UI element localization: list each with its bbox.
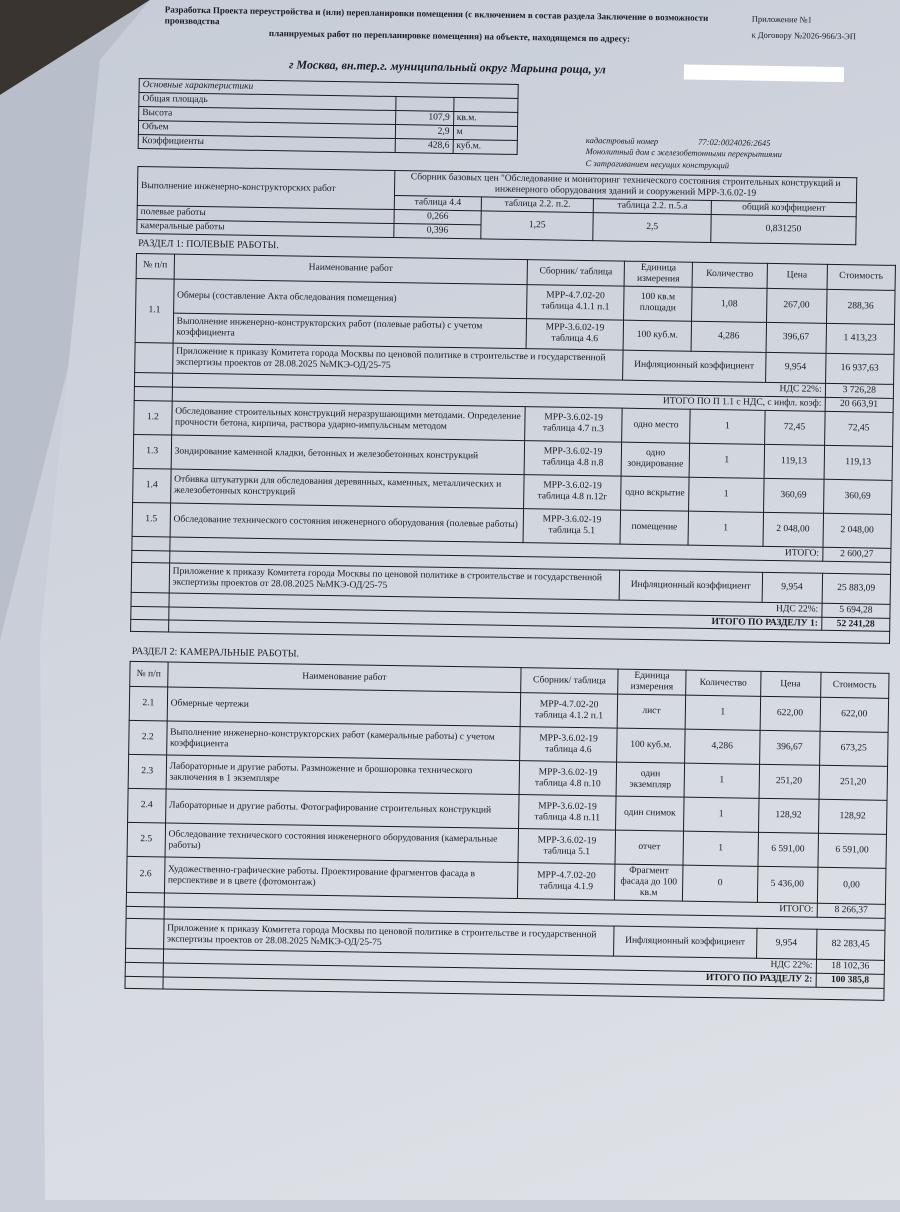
work-name: Выполнение инженерно-конструкторских работ (полевые работы) с учетом коэффициента bbox=[173, 313, 527, 349]
unit: один снимок bbox=[615, 796, 684, 831]
row-number: 1.1 bbox=[135, 278, 174, 343]
collection-ref: МРР-3.6.02-19 таблица 4.8 п.10 bbox=[519, 761, 616, 797]
row-number: 2.3 bbox=[128, 755, 166, 790]
cost: 6 591,00 bbox=[818, 834, 887, 869]
section-total-row-label: ИТОГО ПО РАЗДЕЛУ 1: bbox=[168, 607, 821, 631]
col-cost: Стоимость bbox=[820, 673, 889, 699]
cost: 288,36 bbox=[826, 289, 895, 324]
cadastral-value: 77:02:0024026:2645 bbox=[698, 136, 771, 148]
field-t44: 0,266 bbox=[394, 210, 481, 225]
field-label: полевые работы bbox=[137, 206, 394, 224]
house-type: Монолитный дом с железобетонными перекрытиями bbox=[585, 146, 782, 160]
col-t22p5: таблица 2.2. п.5.а bbox=[594, 199, 712, 215]
address: г Москва, вн.тер.г. муниципальный округ Марьина роща, ул bbox=[288, 57, 606, 77]
collection-ref: МРР-4.7.02-20 таблица 4.1.1 п.1 bbox=[527, 284, 624, 320]
price: 396,67 bbox=[766, 322, 827, 353]
collection-ref: МРР-4.7.02-20 таблица 4.1.9 bbox=[518, 863, 615, 900]
structures-note: С затрагиванием несущих конструкций bbox=[585, 157, 730, 171]
v-t22p5: 2,5 bbox=[593, 213, 711, 243]
char-label: Высота bbox=[139, 106, 396, 124]
subtotal-row-value: 2 600,27 bbox=[822, 547, 891, 562]
price: 251,20 bbox=[759, 765, 820, 800]
unit: одно вскрытие bbox=[621, 476, 690, 511]
design-label: Выполнение инженерно-конструкторских работ bbox=[137, 167, 395, 210]
area-unit: кв.м. bbox=[453, 111, 518, 126]
cost: 128,92 bbox=[818, 800, 887, 835]
volume-unit: куб.м. bbox=[453, 139, 518, 154]
work-name: Обследование технического состояния инженерного оборудования (полевые работы) bbox=[170, 503, 524, 543]
cost: 0,00 bbox=[817, 868, 886, 905]
unit: 100 куб.м. bbox=[617, 728, 686, 763]
quantity: 1 bbox=[689, 477, 764, 512]
col-price: Цена bbox=[760, 672, 820, 698]
work-name: Отбивка штукатурки для обследования деревянных, каменных, металлических и железобетонных конструкций bbox=[170, 469, 524, 509]
section2-table bbox=[124, 661, 889, 1000]
price: 119,13 bbox=[764, 444, 825, 479]
unit: Фрагмент фасада до 100 кв.м bbox=[614, 864, 683, 901]
quantity: 1,08 bbox=[692, 287, 767, 322]
contract-label: к Договору №2026-966/3-ЭП bbox=[751, 29, 857, 42]
col-unit: Единица измерения bbox=[624, 261, 693, 287]
col-name: Наименование работ bbox=[174, 254, 528, 284]
document-title-line1: Разработка Проекта переустройства и (или) перепланировки помещения (с включением в состав раздела Заключение о возможности производства bbox=[164, 4, 709, 27]
quantity: 1 bbox=[684, 763, 759, 798]
collection-ref: МРР-3.6.02-19 таблица 5.1 bbox=[523, 508, 620, 544]
quantity: 1 bbox=[685, 695, 760, 730]
price: 5 436,00 bbox=[757, 867, 818, 904]
inflation-label: Инфляционный коэффициент bbox=[619, 570, 762, 602]
price: 128,92 bbox=[758, 799, 819, 834]
work-name: Лабораторные и другие работы. Размножение и брошюровка технического заключения в 1 экземпляре bbox=[166, 755, 520, 795]
work-name: Обмеры (составление Акта обследования помещения) bbox=[173, 279, 527, 319]
col-num: № п/п bbox=[130, 662, 168, 687]
subtotal-row-label: ИТОГО: bbox=[164, 893, 817, 917]
inflation-label: Инфляционный коэффициент bbox=[614, 926, 757, 958]
char-label: Объем bbox=[138, 120, 395, 138]
characteristics-table bbox=[138, 78, 519, 155]
price: 360,69 bbox=[763, 478, 824, 513]
char-label: Общая площадь bbox=[139, 92, 396, 110]
col-t22p2: таблица 2.2. п.2. bbox=[481, 197, 593, 213]
quantity: 1 bbox=[684, 797, 759, 832]
cost: 1 413,23 bbox=[826, 323, 895, 354]
item-total-row-value: 20 663,91 bbox=[825, 397, 894, 412]
collection-ref: МРР-3.6.02-19 таблица 5.1 bbox=[518, 829, 615, 865]
collection-ref: МРР-3.6.02-19 таблица 4.7 п.3 bbox=[525, 406, 622, 442]
cost: 673,25 bbox=[819, 732, 888, 767]
work-name: Лабораторные и другие работы. Фотографирование строительных конструкций bbox=[165, 789, 519, 829]
collection-ref: МРР-3.6.02-19 таблица 4.8 п.12г bbox=[524, 474, 621, 510]
row-number: 2.4 bbox=[128, 789, 166, 824]
work-name: Обследование строительных конструкций неразрушающими методами. Определение прочности бетона, кирпича, раствора ударно-импульсным методом bbox=[171, 401, 525, 441]
inflation-coef: 9,954 bbox=[765, 352, 826, 383]
office-label: камеральные работы bbox=[137, 220, 394, 238]
section2-title: РАЗДЕЛ 2: КАМЕРАЛЬНЫЕ РАБОТЫ. bbox=[131, 646, 300, 661]
collection-ref: МРР-3.6.02-19 таблица 4.8 п.8 bbox=[524, 440, 621, 476]
vat-row-value: 3 726,28 bbox=[825, 383, 894, 398]
coefficients-table bbox=[136, 166, 857, 245]
quantity: 1 bbox=[689, 443, 764, 478]
cost: 622,00 bbox=[820, 698, 889, 733]
work-name: Обследование технического состояния инженерного оборудования (камеральные работы) bbox=[165, 823, 519, 863]
row-number: 2.5 bbox=[127, 823, 165, 858]
v-t22p2: 1,25 bbox=[481, 211, 594, 241]
collection-title: Сборник базовых цен "Обследование и мониторинг технического состояния строительных конструкций и инженерного оборудования зданий и сооружений МРР-3.6.02-19 bbox=[394, 171, 856, 203]
row-number: 1.5 bbox=[132, 502, 170, 537]
inflation-label: Инфляционный коэффициент bbox=[623, 350, 766, 382]
quantity: 1 bbox=[688, 511, 763, 546]
row-number: 1.4 bbox=[133, 468, 171, 503]
price: 72,45 bbox=[764, 410, 825, 445]
document-title-line2: планируемых работ по перепланировке помещения) на объекте, находящемся по адресу: bbox=[268, 27, 631, 44]
section1-table bbox=[130, 253, 896, 644]
col-price: Цена bbox=[767, 263, 827, 289]
inflation-cost: 25 883,09 bbox=[822, 573, 891, 604]
col-qty: Количество bbox=[692, 262, 767, 288]
collection-ref: МРР-3.6.02-19 таблица 4.6 bbox=[526, 318, 623, 350]
height-unit: м bbox=[453, 125, 518, 140]
unit: помещение bbox=[620, 510, 689, 545]
vat-row-label: НДС 22%: bbox=[163, 949, 816, 973]
price: 6 591,00 bbox=[758, 833, 819, 868]
col-qty: Количество bbox=[686, 671, 761, 697]
unit: отчет bbox=[615, 830, 684, 865]
vat-row-value: 5 694,28 bbox=[822, 603, 891, 618]
row-number: 2.1 bbox=[129, 687, 167, 722]
inflation-order: Приложение к приказу Комитета города Москвы по ценовой политике в строительстве и государственной экспертизы проектов от 28.08.2025 №МКЭ-ОД/25-75 bbox=[163, 919, 614, 956]
section-total-row-value: 100 385,8 bbox=[816, 973, 885, 988]
cadastral-label: кадастровый номер bbox=[585, 135, 659, 147]
unit: одно зондирование bbox=[621, 442, 690, 477]
subtotal-row-label: ИТОГО: bbox=[170, 537, 823, 561]
vat-row-value: 18 102,36 bbox=[816, 959, 885, 974]
unit: одно место bbox=[622, 408, 691, 443]
office-t44: 0,396 bbox=[394, 224, 481, 239]
row-number: 1.2 bbox=[134, 400, 172, 435]
collection-ref: МРР-3.6.02-19 таблица 4.8 п.11 bbox=[519, 795, 616, 831]
col-num: № п/п bbox=[136, 253, 174, 278]
work-name: Зондирование каменной кладки, бетонных и железобетонных конструкций bbox=[171, 435, 525, 475]
inflation-order: Приложение к приказу Комитета города Москвы по ценовой политике в строительстве и государственной экспертизы проектов от 28.08.2025 №МКЭ-ОД/25-75 bbox=[172, 343, 623, 380]
height-value: 2,9 bbox=[395, 124, 453, 139]
price: 622,00 bbox=[760, 697, 821, 732]
document-content bbox=[121, 0, 900, 1212]
price: 2 048,00 bbox=[763, 512, 824, 547]
inflation-cost: 16 937,63 bbox=[825, 353, 894, 384]
unit: лист bbox=[617, 694, 686, 729]
inflation-order: Приложение к приказу Комитета города Москвы по ценовой политике в строительстве и государственной экспертизы проектов от 28.08.2025 №МКЭ-ОД/25-75 bbox=[169, 563, 620, 600]
cost: 251,20 bbox=[819, 766, 888, 801]
col-cost: Стоимость bbox=[827, 264, 896, 290]
work-name: Выполнение инженерно-конструкторских работ (камеральные работы) с учетом коэффициента bbox=[166, 721, 520, 761]
document-body bbox=[124, 78, 898, 1001]
item-total-row-label: ИТОГО ПО П 1.1 с НДС, с инфл. коэф: bbox=[172, 387, 825, 411]
appendix-label: Приложение №1 bbox=[751, 13, 812, 25]
work-name: Обмерные чертежи bbox=[167, 687, 521, 727]
quantity: 1 bbox=[683, 831, 758, 866]
characteristics-title: Основные характеристики bbox=[139, 78, 518, 98]
inflation-coef: 9,954 bbox=[756, 928, 817, 959]
work-name: Художественно-графические работы. Проектирование фрагментов фасада в перспективе и в цвете (фотомонтаж) bbox=[164, 857, 518, 898]
quantity: 4,286 bbox=[691, 321, 766, 352]
col-name: Наименование работ bbox=[167, 662, 521, 692]
cost: 119,13 bbox=[824, 445, 893, 480]
col-total: общий коэффициент bbox=[711, 201, 856, 217]
subtotal-row-value: 8 266,37 bbox=[817, 903, 886, 918]
cost: 72,45 bbox=[824, 411, 893, 446]
area-value: 107,9 bbox=[396, 110, 454, 125]
col-unit: Единица измерения bbox=[618, 670, 687, 696]
col-t44: таблица 4.4 bbox=[394, 196, 481, 211]
collection-ref: МРР-4.7.02-20 таблица 4.1.2 п.1 bbox=[520, 693, 617, 729]
row-number: 2.2 bbox=[129, 721, 167, 756]
coef-label: Коэффициенты bbox=[138, 134, 395, 152]
section1-title: РАЗДЕЛ 1: ПОЛЕВЫЕ РАБОТЫ. bbox=[138, 238, 279, 252]
building-notes bbox=[585, 85, 783, 172]
document-title bbox=[164, 4, 734, 45]
v-total: 0,831250 bbox=[711, 215, 856, 245]
section-total-row-value: 52 241,28 bbox=[821, 617, 890, 632]
vat-row-label: НДС 22%: bbox=[169, 593, 822, 617]
vat-row-label: НДС 22%: bbox=[172, 373, 825, 397]
quantity: 1 bbox=[690, 409, 765, 444]
unit: 100 куб.м. bbox=[623, 320, 692, 351]
cost: 360,69 bbox=[823, 479, 892, 514]
characteristics-row bbox=[137, 78, 898, 174]
cost: 2 048,00 bbox=[823, 513, 892, 548]
unit: один экземпляр bbox=[616, 762, 685, 797]
price: 396,67 bbox=[759, 731, 820, 766]
unit: 100 кв.м площади bbox=[624, 286, 693, 321]
row-number: 2.6 bbox=[126, 857, 164, 893]
quantity: 0 bbox=[683, 865, 758, 902]
section-total-row-label: ИТОГО ПО РАЗДЕЛУ 2: bbox=[163, 963, 816, 987]
price: 267,00 bbox=[766, 288, 827, 323]
row-number: 1.3 bbox=[133, 434, 171, 469]
volume-value: 428,6 bbox=[395, 138, 453, 153]
redacted-address bbox=[684, 65, 844, 83]
col-collection: Сборник/ таблица bbox=[527, 260, 624, 286]
col-collection: Сборник/ таблица bbox=[521, 668, 618, 694]
inflation-cost: 82 283,45 bbox=[816, 929, 885, 960]
collection-ref: МРР-3.6.02-19 таблица 4.6 bbox=[520, 727, 617, 763]
quantity: 4,286 bbox=[685, 729, 760, 764]
inflation-coef: 9,954 bbox=[762, 572, 823, 603]
